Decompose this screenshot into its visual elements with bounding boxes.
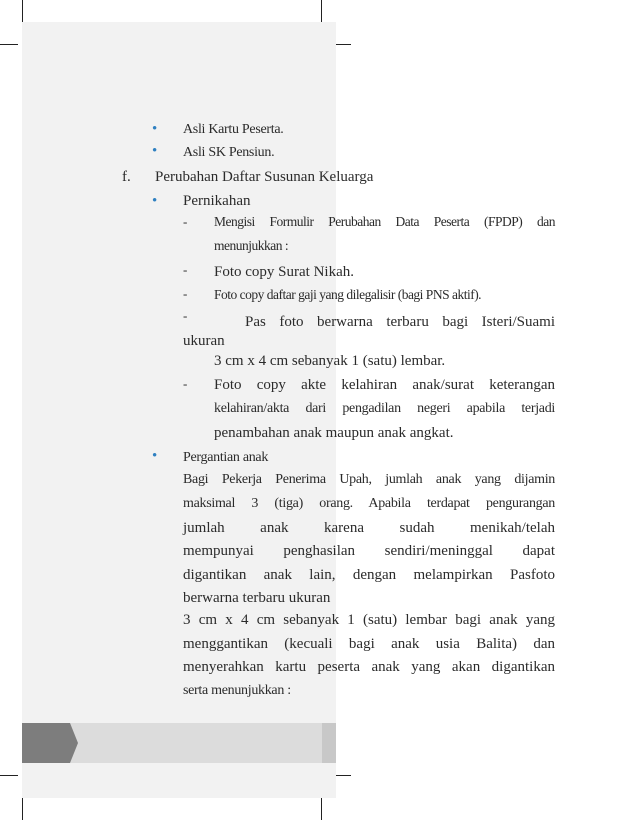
list-item: Foto copy Surat Nikah. <box>214 264 354 280</box>
bullet-icon: • <box>152 193 158 209</box>
paragraph-line: menggantikan (kecuali bagi anak usia Balita) dan <box>183 636 555 652</box>
list-item: Mengisi Formulir Perubahan Data Peserta (FPDP) dan <box>214 214 555 229</box>
bullet-icon: • <box>152 121 158 137</box>
section-heading: Perubahan Daftar Susunan Keluarga <box>155 169 374 185</box>
section-marker: f. <box>122 169 131 185</box>
paragraph-line: menyerahkan kartu peserta anak yang akan digantikan <box>183 659 555 675</box>
paragraph-line: berwarna terbaru ukuran <box>183 590 331 606</box>
list-item-continued: 3 cm x 4 cm sebanyak 1 (satu) lembar. <box>214 353 446 369</box>
list-item-continued: kelahiran/akta dari pengadilan negeri apabila terjadi <box>214 401 555 416</box>
list-item: Pernikahan <box>183 193 251 209</box>
list-item: Pas foto berwarna terbaru bagi Isteri/Suami <box>245 314 555 330</box>
paragraph-line: jumlah anak karena sudah menikah/telah <box>183 520 555 536</box>
dash-icon: - <box>183 308 188 323</box>
paragraph-line: serta menunjukkan : <box>183 683 291 698</box>
list-item-continued: menunjukkan : <box>214 238 289 253</box>
list-item: Foto copy daftar gaji yang dilegalisir (bagi PNS aktif). <box>214 287 482 302</box>
paragraph-line: maksimal 3 (tiga) orang. Apabila terdapat pengurangan <box>183 496 555 511</box>
list-item: Pergantian anak <box>183 450 269 465</box>
dash-icon: - <box>183 262 188 277</box>
bullet-icon: • <box>152 448 158 464</box>
dash-icon: - <box>183 286 188 301</box>
list-item: Asli Kartu Peserta. <box>183 122 284 137</box>
paragraph-line: mempunyai penghasilan sendiri/meninggal dapat <box>183 543 555 559</box>
dash-icon: - <box>183 214 188 229</box>
paragraph-line: Bagi Pekerja Penerima Upah, jumlah anak yang dijamin <box>183 472 555 487</box>
paragraph-line: digantikan anak lain, dengan melampirkan Pasfoto <box>183 567 555 583</box>
list-item-continued: penambahan anak maupun anak angkat. <box>214 425 454 441</box>
list-item: Asli SK Pensiun. <box>183 145 275 160</box>
list-item: Foto copy akte kelahiran anak/surat keterangan <box>214 377 555 393</box>
bullet-icon: • <box>152 143 158 159</box>
list-item-continued: ukuran <box>183 333 225 349</box>
paragraph-line: 3 cm x 4 cm sebanyak 1 (satu) lembar bagi anak yang <box>183 612 555 628</box>
dash-icon: - <box>183 376 188 391</box>
